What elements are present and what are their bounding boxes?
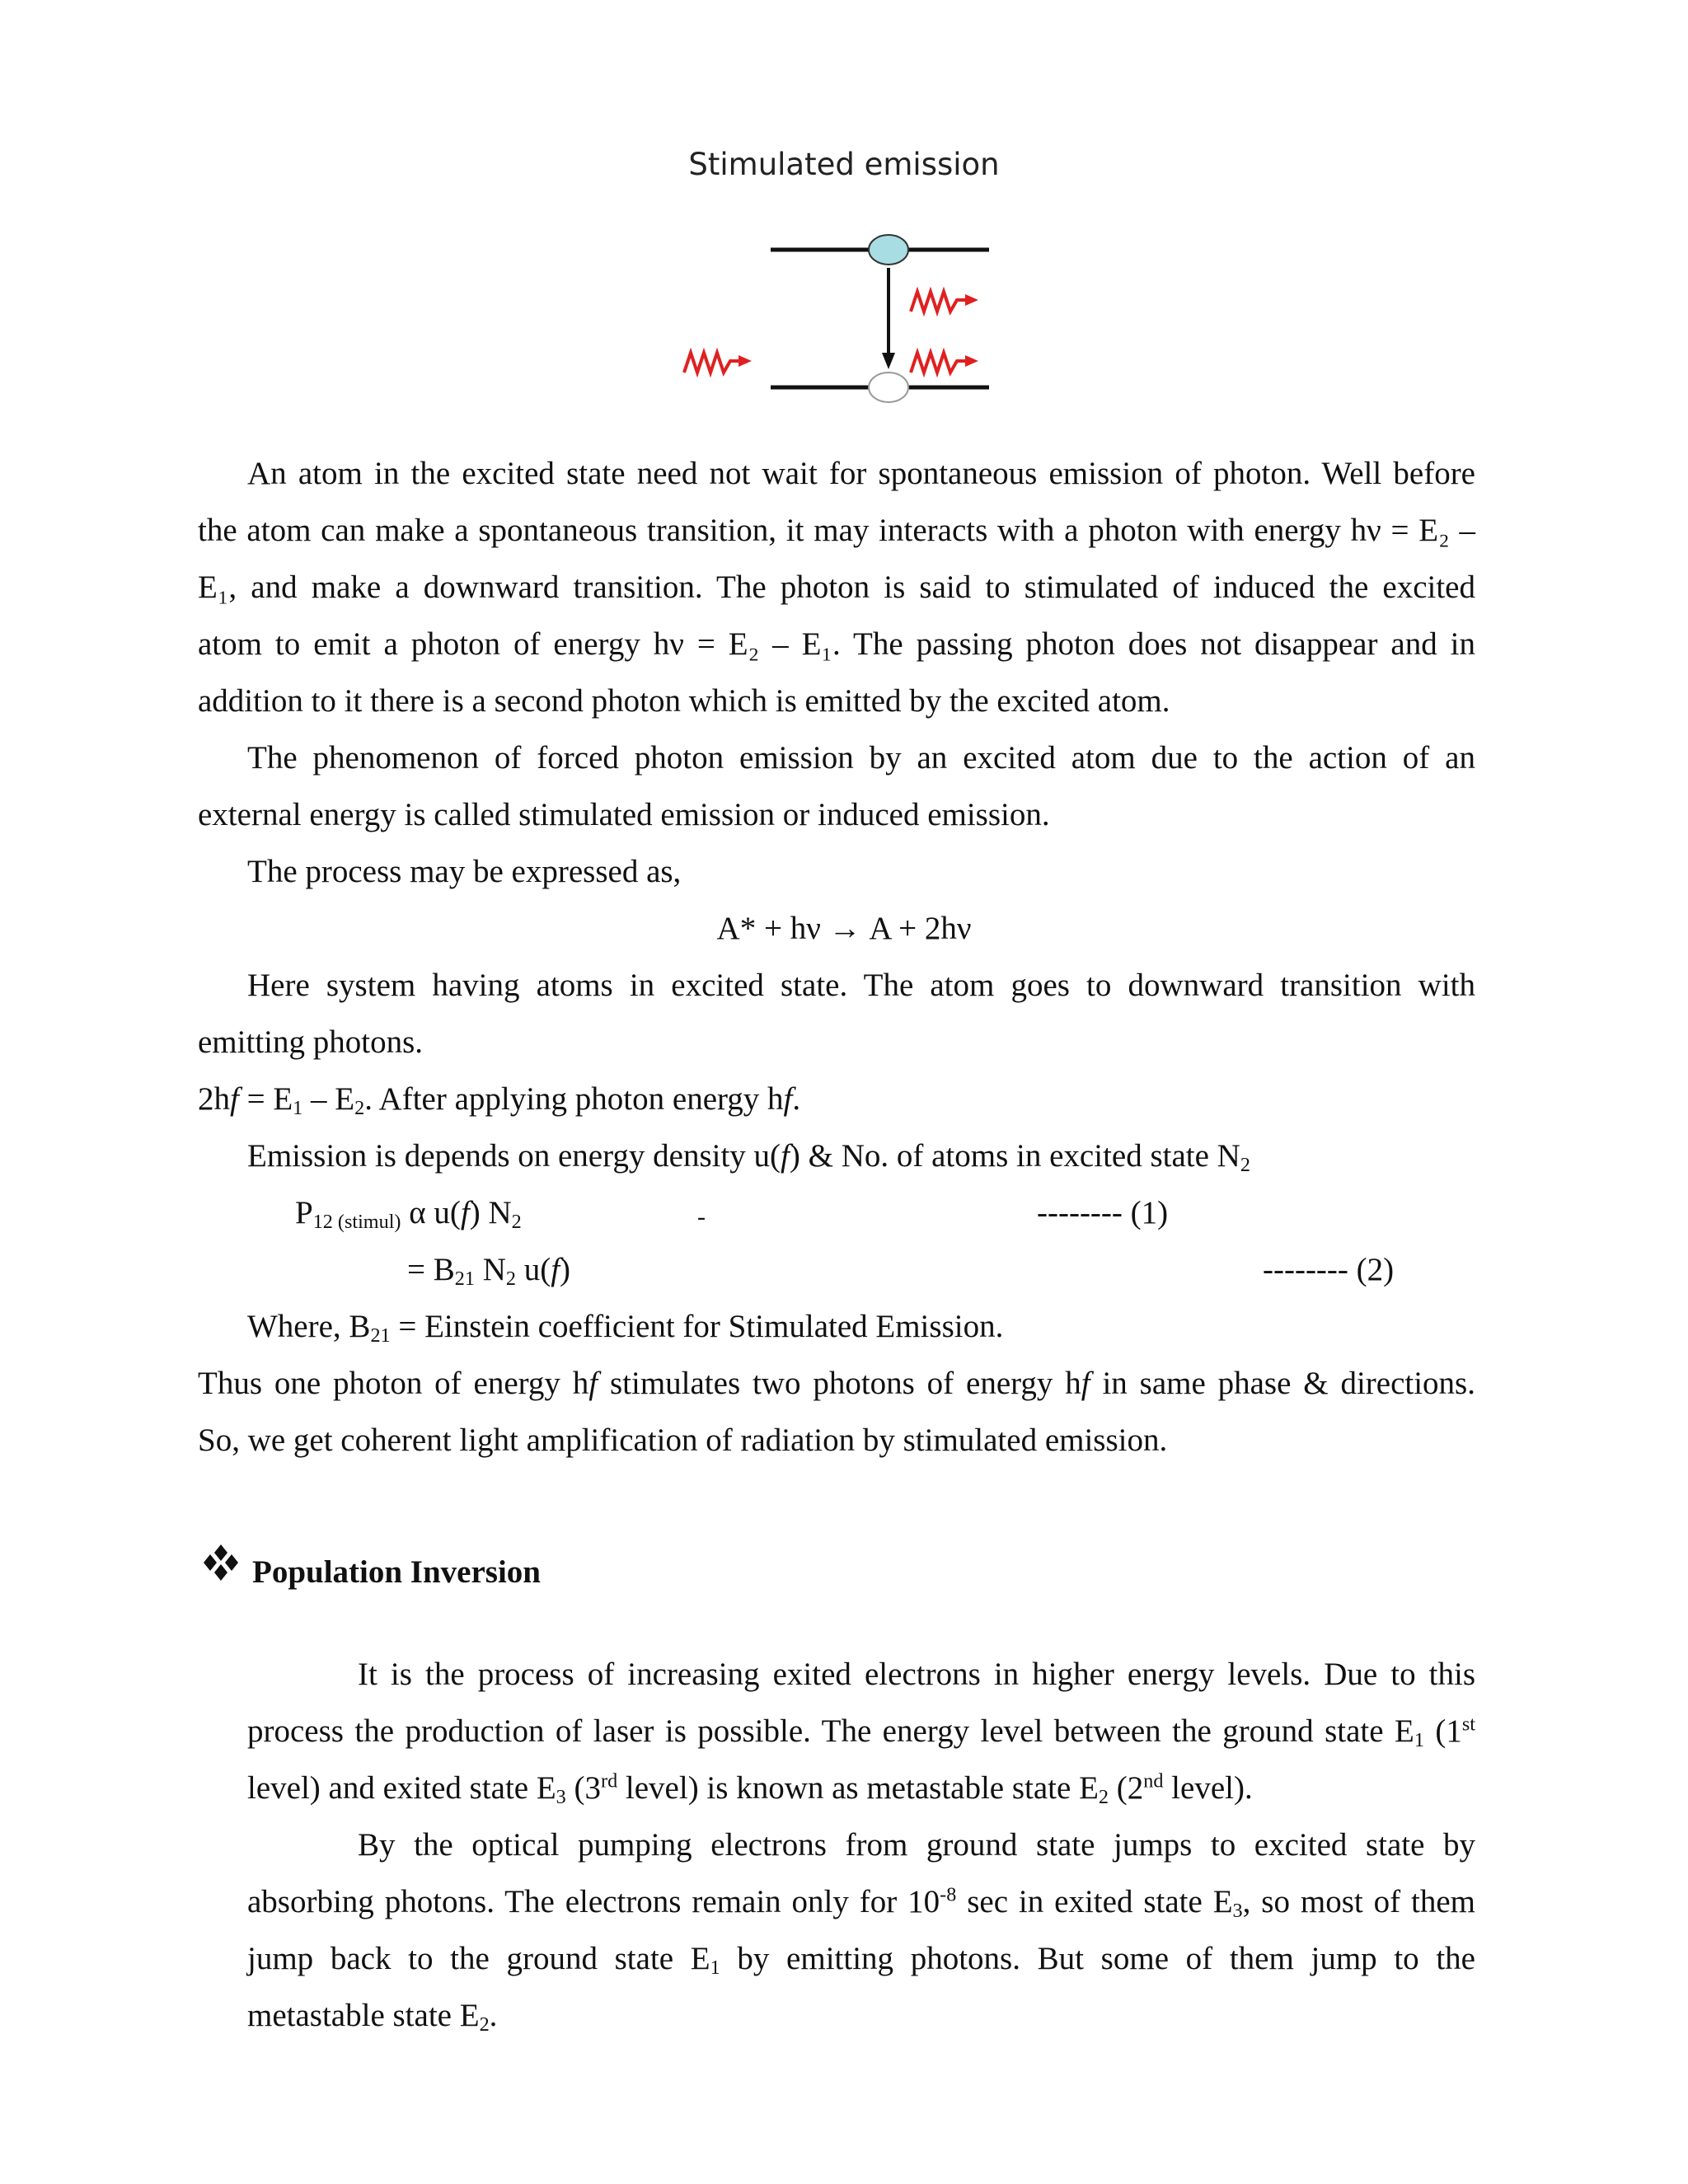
paragraph-4-line-2: emitting photons.	[198, 1024, 423, 1060]
paragraph-1-line-5: addition to it there is a second photon which is emitted by the excited atom.	[198, 683, 1170, 719]
paragraph-1-line-3: E₁, and make a downward transition. The photon is said to stimulated of induced the excited	[198, 569, 1475, 605]
diamond-bullet-icon	[200, 1543, 241, 1584]
energy-relation-line: $2hf = E_1 - E_2$. After applying photon energy hf.	[198, 1081, 801, 1120]
emission-dependence-line: Emission is depends on energy density u(f) & No. of atoms in excited state $N_2$	[247, 1138, 1250, 1177]
equation-2: = $B_{21}$ $N_2$ u(f)	[407, 1252, 571, 1291]
population-paragraph-2-line-3: jump back to the ground state $E_1$ by emitting photons. But some of them jump to the	[247, 1941, 1475, 1980]
population-paragraph-2-line-2: absorbing photons. The electrons remain only for $10^{-8}$ sec in exited state $E_3$, so most of them	[247, 1883, 1475, 1923]
transition-arrow-icon	[882, 268, 895, 369]
paragraph-1-line-1: An atom in the excited state need not wait for spontaneous emission of photon. Well before	[247, 456, 1475, 491]
conclusion-line-2: So, we get coherent light amplification of radiation by stimulated emission.	[198, 1422, 1168, 1458]
population-paragraph-2-line-1: By the optical pumping electrons from ground state jumps to excited state by	[358, 1827, 1475, 1863]
incoming-photon-icon	[684, 353, 752, 373]
conclusion-line-1: Thus one photon of energy hf stimulates two photons of energy hf in same phase & directions.	[198, 1366, 1475, 1401]
emitted-photon-icon	[911, 353, 978, 373]
population-paragraph-2-line-4: metastable state $E_2$.	[247, 1998, 498, 2036]
process-equation: A* + hν → A + 2hν	[716, 911, 972, 946]
equation-1-dash: -	[697, 1203, 706, 1230]
population-paragraph-1-line-3: level) and exited state $E_3$ (3rd level) is known as metastable state $E_2$ (2nd level).	[247, 1769, 1253, 1809]
stimulated-photon-icon	[911, 292, 978, 312]
section-heading: Population Inversion	[252, 1554, 541, 1590]
equation-1: $P_{12 (stimul)}$ α u(f) $N_2$	[295, 1195, 522, 1234]
population-paragraph-1-line-1: It is the process of increasing exited electrons in higher energy levels. Due to this	[358, 1657, 1475, 1692]
equation-2-label: -------- (2)	[1263, 1252, 1395, 1287]
paragraph-3: The process may be expressed as,	[247, 854, 682, 889]
coefficient-definition: Where, $B_{21}$ = Einstein coefficient for Stimulated Emission.	[247, 1309, 1004, 1347]
paragraph-4-line-1: Here system having atoms in excited state. The atom goes to downward transition with	[247, 968, 1475, 1003]
paragraph-1-line-4: atom to emit a photon of energy hν = E₂ – E₁. The passing photon does not disappear and in	[198, 626, 1475, 662]
stimulated-emission-diagram	[676, 223, 1055, 412]
equation-1-label: -------- (1)	[1037, 1195, 1169, 1230]
paragraph-2-line-1: The phenomenon of forced photon emission by an excited atom due to the action of an	[247, 740, 1475, 776]
population-paragraph-1-line-2: process the production of laser is possible. The energy level between the ground state $E_1$ (1st	[247, 1713, 1475, 1752]
paragraph-1-line-2: the atom can make a spontaneous transition, it may interacts with a photon with energy hν = E₂ –	[198, 513, 1475, 548]
figure-title: Stimulated emission	[688, 147, 1000, 182]
paragraph-2-line-2: external energy is called stimulated emission or induced emission.	[198, 797, 1050, 832]
